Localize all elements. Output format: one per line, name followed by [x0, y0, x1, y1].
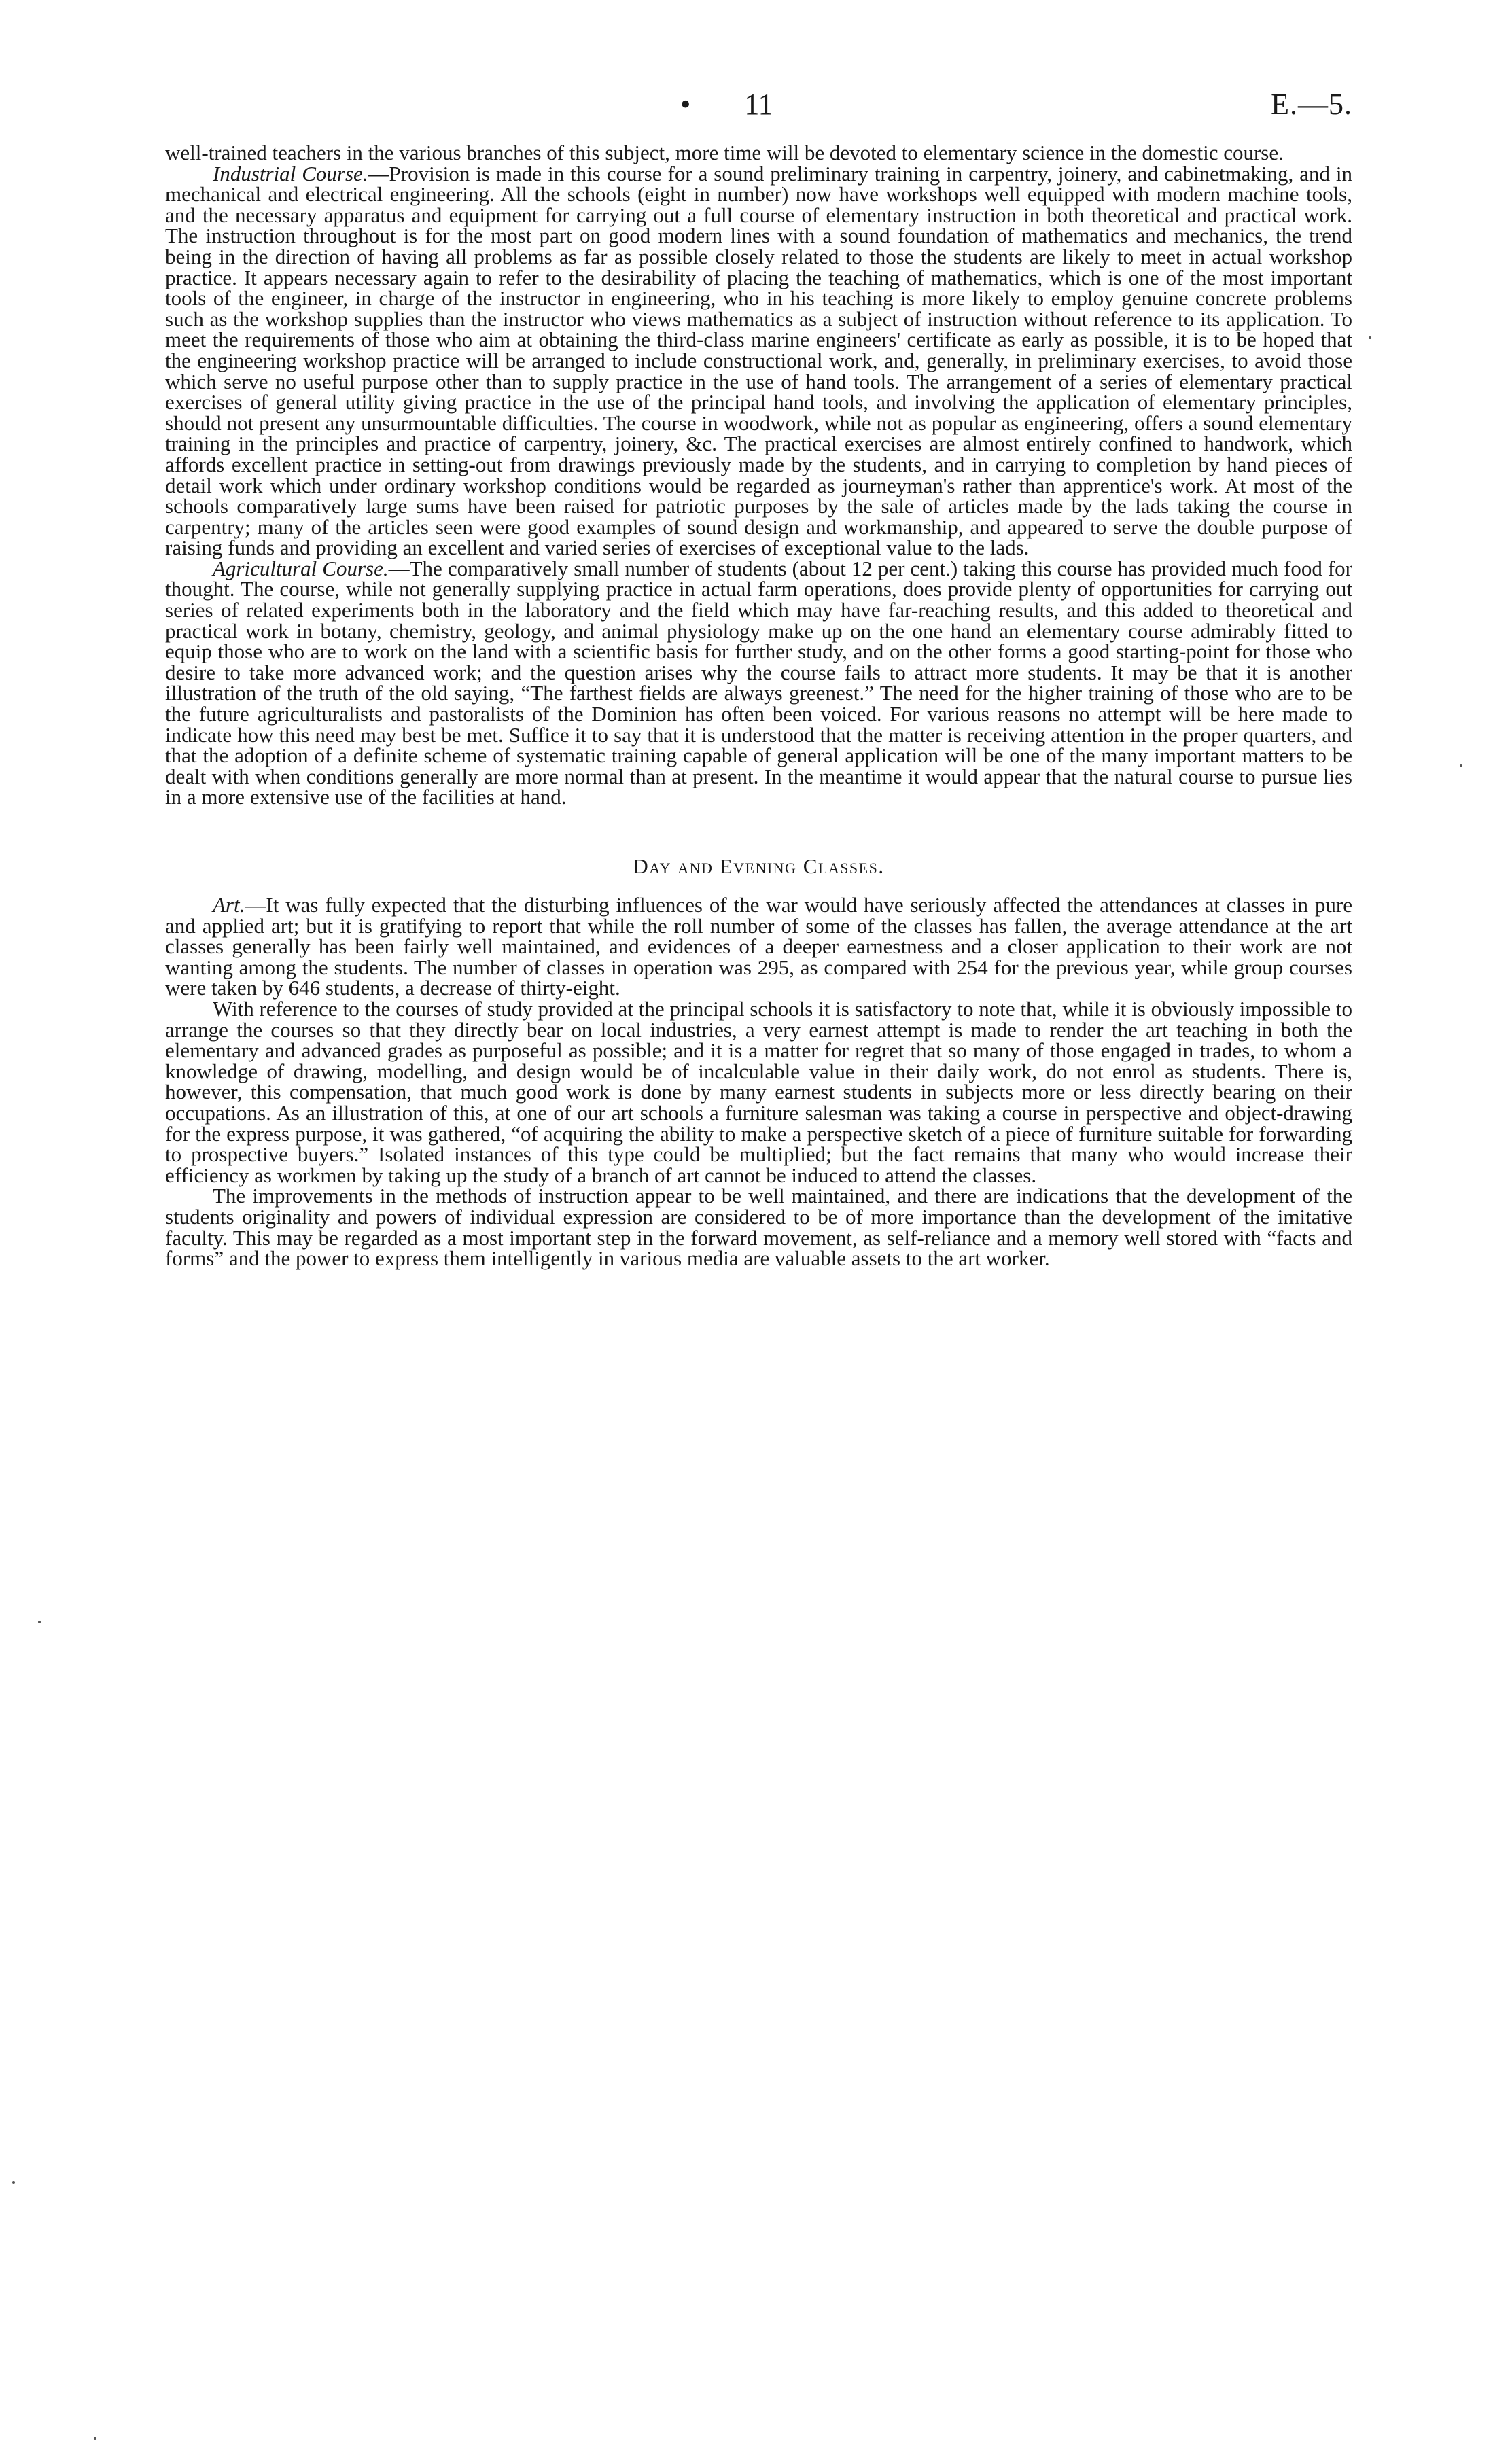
scan-speck [38, 1621, 41, 1623]
paragraph-continuation [165, 143, 1352, 164]
section-heading: Day and Evening Classes. [633, 854, 885, 878]
paragraph-text: —Provision is made in this course for a sound preliminary training in carpentry, joinery, and cabinetmaking, and in mechanical and electrical engineering. All the schools (eight in number) now have workshops well equipped with modern machine tools, and the necessary apparatus and equipment for carrying out a full course of elementary instruction in both theoretical and practical work. The instruction throughout is for the most part on good modern lines with a sound foundation of mathematics and mechanics, the trend being in the direction of having all problems as far as possible closely related to those the students are likely to meet in actual workshop practice. It appears necessary again to refer to the desirability of placing the teaching of mathematics, which is one of the most important tools of the engineer, in charge of the instructor in engineering, who in his teaching is more likely to employ genuine concrete problems such as the workshop supplies than the instructor who views mathematics as a subject of instruction without reference to its application. To meet the requirements of those who aim at obtaining the third-class marine engineers' certificate as early as possible, it is to be hoped that the engineering workshop practice will be arranged to include constructional work, and, generally, in preliminary exercises, to avoid those which serve no useful purpose other than to supply practice in the use of hand tools. The arrangement of a series of elementary practical exercises of general utility giving practice in the use of the principal hand tools, and involving the application of elementary principles, should not present any unsurmountable difficulties. The course in woodwork, while not as popular as engineering, offers a sound elementary training in the principles and practice of carpentry, joinery, &c. The practical exercises are almost entirely confined to handwork, which affords excellent practice in setting-out from drawings previously made by the students, and in carrying to completion by hand pieces of detail work which under ordinary workshop conditions would be regarded as journeyman's rather than apprentice's work. At most of the schools comparatively large sums have been raised for patriotic purposes by the sale of articles made by the lads taking the course in carpentry; many of the articles seen were good examples of sound design and workmanship, and appeared to serve the double purpose of raising funds and providing an excellent and varied series of exercises of exceptional value to the lads. [165, 161, 1352, 560]
paragraph-text: The improvements in the methods of instruction appear to be well maintained, and there are indications that the development of the students originality and powers of individual expression are considered to be of more importance than the development of the imitative faculty. This may be regarded as a most important step in the forward movement, as self-reliance and a memory well stored with “facts and forms” and the power to express them intelligently in various media are valuable assets to the art worker. [165, 1184, 1352, 1271]
paragraph-art [165, 895, 1352, 999]
scan-speck [1460, 764, 1462, 767]
scan-speck [94, 2437, 96, 2440]
paragraph-text: well-trained teachers in the various branches of this subject, more time will be devoted to elementary science in the domestic course. [165, 141, 1284, 164]
header-dot: • [680, 88, 691, 121]
paragraph-lead: Industrial Course. [213, 161, 368, 186]
scan-speck [12, 2181, 15, 2184]
scan-speck [1369, 336, 1371, 339]
paragraph-industrial-course [165, 161, 1352, 560]
paragraph-text: —The comparatively small number of students (about 12 per cent.) taking this course has provided much food for thought. The course, while not generally supplying practice in actual farm operations, does provide plenty of opportunities for carrying out series of related experiments both in the laboratory and the field which may have far-reaching results, and this added to theoretical and practical work in botany, chemistry, geology, and animal physiology make up on the one hand an elementary course admirably fitted to equip those who are to work on the land with a scientific basis for further study, and on the other forms a good starting-point for those who desire to take more advanced work; and the question arises why the course fails to attract more students. It may be that it is another illustration of the truth of the old saying, “The farthest fields are always greenest.” The need for the higher training of those who are to be the future agriculturalists and pastoralists of the Dominion has often been voiced. For various reasons no attempt will be here made to indicate how this need may best be met. Suffice it to say that it is understood that the matter is receiving attention in the proper quarters, and that the adoption of a definite scheme of systematic training capable of general application will be one of the many important matters to be dealt with when conditions generally are more normal than at present. In the meantime it would appear that the natural course to pursue lies in a more extensive use of the facilities at hand. [165, 556, 1352, 809]
paragraph-lead: Art. [213, 893, 245, 917]
page-number: 11 [744, 88, 773, 121]
page-header [165, 87, 1352, 128]
paragraph-text: —It was fully expected that the disturbing influences of the war would have seriously affected the attendances at classes in pure and applied art; but it is gratifying to report that while the roll number of some of the classes has fallen, the average attendance at the art classes generally has been fairly well maintained, and evidences of a deeper earnestness and a closer application to their work are not wanting among the students. The number of classes in operation was 295, as compared with 254 for the previous year, while group courses were taken by 646 students, a decrease of thirty-eight. [165, 893, 1352, 1000]
paragraph-lead: Agricultural Course. [213, 556, 389, 580]
paragraph-agricultural-course [165, 556, 1352, 809]
paragraph-improvements [165, 1186, 1352, 1269]
document-page [165, 87, 1352, 1269]
document-reference: E.—5. [1271, 88, 1352, 121]
paragraph-courses-of-study [165, 996, 1352, 1187]
paragraph-text: With reference to the courses of study provided at the principal schools it is satisfactory to note that, while it is obviously impossible to arrange the courses so that they directly bear on local industries, a very earnest attempt is made to render the art teaching in both the elementary and advanced grades as purposeful as possible; and it is a matter for regret that so many of those engaged in trades, to whom a knowledge of drawing, modelling, and design would be of incalculable value in their daily work, do not enrol as students. There is, however, this compensation, that much good work is done by many earnest students in subjects more or less directly bearing on their occupations. As an illustration of this, at one of our art schools a furniture salesman was taking a course in perspective and object-drawing for the express purpose, it was gathered, “of acquiring the ability to make a perspective sketch of a piece of furniture suitable for forwarding to prospective buyers.” Isolated instances of this type could be multiplied; but the fact remains that many who would increase their efficiency as workmen by taking up the study of a branch of art cannot be induced to attend the classes. [165, 996, 1352, 1187]
